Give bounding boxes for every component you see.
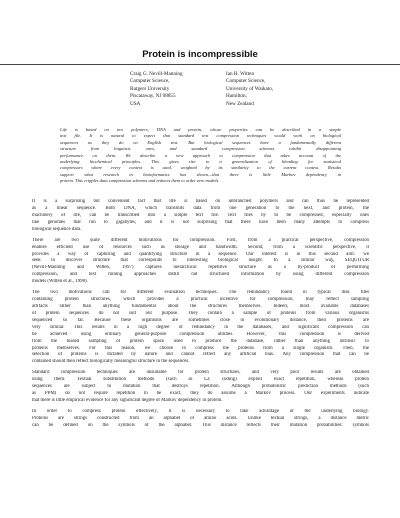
body-line: selection of proteins is dictated by nature and cannot reflect any artificial bias. Any compression that can be bbox=[32, 352, 369, 358]
body-text bbox=[32, 199, 369, 434]
body-line: machinery of life, can be transcribed into a simple text file. Text files by to be compressed, especially ones bbox=[32, 212, 369, 218]
body-line: can be defined on the symbols of the alphabet. This distance reflects their mutation probabilities: symbols bbox=[32, 422, 369, 428]
body-paragraph bbox=[32, 290, 369, 366]
abstract bbox=[60, 127, 341, 185]
author-1 bbox=[130, 71, 183, 108]
author-dept: Computer Science, bbox=[130, 78, 170, 85]
abstract-line: support what research in bioinformatics has shown—that there is little Markov dependency in bbox=[60, 171, 341, 177]
body-line: as a linear sequence. Both DNA, which transmits data from one generation to the next, and protein, the bbox=[32, 205, 369, 211]
title-rule bbox=[0, 64, 400, 65]
body-line: that there is little empirical evidence for any significant degree of Markov dependency in protein. bbox=[32, 398, 223, 404]
author-country: New Zealand bbox=[226, 100, 254, 107]
body-paragraph bbox=[32, 370, 369, 405]
body-line: containing protein structures, which provides a practical incentive for compression, may reflect sampling bbox=[32, 297, 369, 303]
body-line: Proteins are strings constructed from an alphabet of amino acids. Unlike textual strings, a distance metric bbox=[32, 416, 369, 422]
body-line: using them. Textual substitution methods (such as LZ coding) exploit exact repetition, whereas protein bbox=[32, 377, 369, 383]
body-paragraph bbox=[32, 238, 369, 286]
body-line: enables efficient use of resources such as storage and bandwidth. Second, from a scientific perspective, it bbox=[32, 244, 369, 250]
author-name: Craig G. Nevill-Manning bbox=[130, 71, 183, 77]
author-dept: Computer Science, bbox=[226, 78, 266, 85]
body-line: very similar. This results in a high degree of redundancy in the databases, and significant compression can bbox=[32, 324, 369, 330]
body-line: be achieved using ordinary general-purpose compression utilities. However, this compression is derived bbox=[32, 331, 369, 337]
body-line: models (Witten et al., 1998). bbox=[32, 279, 88, 285]
body-line: Standard compression techniques are unsuitable for protein structures, and very poor results are obtained bbox=[32, 370, 369, 376]
body-line: like genomes that run to gigabytes, and it is not surprising that there have been many attempts to compress bbox=[32, 219, 369, 225]
body-line: sequences are subject to mutation that destroys repetition. Although probabilistic prediction methods (such bbox=[32, 384, 369, 390]
body-line: seek to discover structure that corresponds to interesting biological insight. In a similar way, SEQUITUR bbox=[32, 258, 369, 264]
body-line: biological sequence data. bbox=[32, 226, 82, 232]
author-org: University of Waikato, bbox=[226, 85, 274, 92]
body-line: sequenced so far. Because these organisms are sometimes close in evolutionary distance, their proteins are bbox=[32, 317, 369, 323]
author-2 bbox=[226, 71, 273, 108]
paper-title: Protein is incompressible bbox=[142, 49, 258, 60]
abstract-line: text file. It is natural to expect that standard text compression techniques would work on biological bbox=[60, 133, 341, 139]
abstract-line: sequences as they do on English text. But biological sequences have a fundamentally different bbox=[60, 139, 341, 145]
body-line: contained should then reflect biologically meaningful structure in the sequences. bbox=[32, 359, 190, 365]
body-line: proteins themselves. For this reason, we choose to compress the proteins from a single organism. Then, the bbox=[32, 345, 369, 351]
body-paragraph bbox=[32, 199, 369, 234]
abstract-line: protein. This cripples data compression schemes and reduces them to order zero models. bbox=[60, 178, 220, 184]
abstract-line: underlying biochemical principles. This gives rise to a generalization of blending for statistical bbox=[60, 159, 341, 165]
body-line: The two motivations call for different evaluation techniques. The redundancy found in typical disk files bbox=[32, 290, 369, 296]
author-city: Hamilton, bbox=[226, 93, 247, 100]
body-line: (Nevill-Manning and Witten, 1997) captures hierarchical repetitive structure as a by-product of performing bbox=[32, 265, 369, 271]
body-line: There are two quite different motivations for compression. First, from a practical perspective, compression bbox=[32, 237, 369, 243]
abstract-line: performance on them. We describe a new approach to compression that takes account of the bbox=[60, 152, 341, 158]
body-paragraph bbox=[32, 409, 369, 430]
abstract-line: Life is based on two polymers, DNA and protein, whose properties can be described in a simple bbox=[60, 127, 341, 132]
body-line: In order to compress protein effectively, it is necessary to take advantage of the underlying biology. bbox=[32, 409, 369, 415]
author-name: Ian H. Witten bbox=[226, 71, 255, 77]
body-line: artifacts rather than anything fundamental about the structures themselves. Indeed, most available databases bbox=[32, 304, 369, 310]
abstract-line: structure from linguistic ones, and standard compression schemes exhibit disappointing bbox=[60, 146, 341, 152]
body-line: from the biased sampling of protein space used to produce the database, rather than anything intrinsic to bbox=[32, 338, 369, 344]
author-country: USA bbox=[130, 100, 141, 107]
author-city: Piscataway, NJ 08855 bbox=[130, 93, 176, 100]
body-line: of protein sequences do not suit our purpose. They contain a sample of proteins from various organisms bbox=[32, 310, 369, 316]
author-org: Rutgers University bbox=[130, 85, 170, 92]
body-line: as PPM) do not require repetition to be exact, they do assume a Markov process. Our experiments indicate bbox=[32, 391, 369, 397]
body-line: It is a surprising but convenient fact that life is based on unbranched polymers and can thus be represented bbox=[32, 199, 369, 204]
body-line: provides a way of capturing and quantifying structure in a sequence. Our interest is in this second aim: we bbox=[32, 251, 369, 257]
body-line: compression, and text mining approaches distill out structured information by using different compression bbox=[32, 272, 369, 278]
abstract-line: compressors where every context is used, weighted by its similarity to the current context. Results bbox=[60, 165, 341, 171]
